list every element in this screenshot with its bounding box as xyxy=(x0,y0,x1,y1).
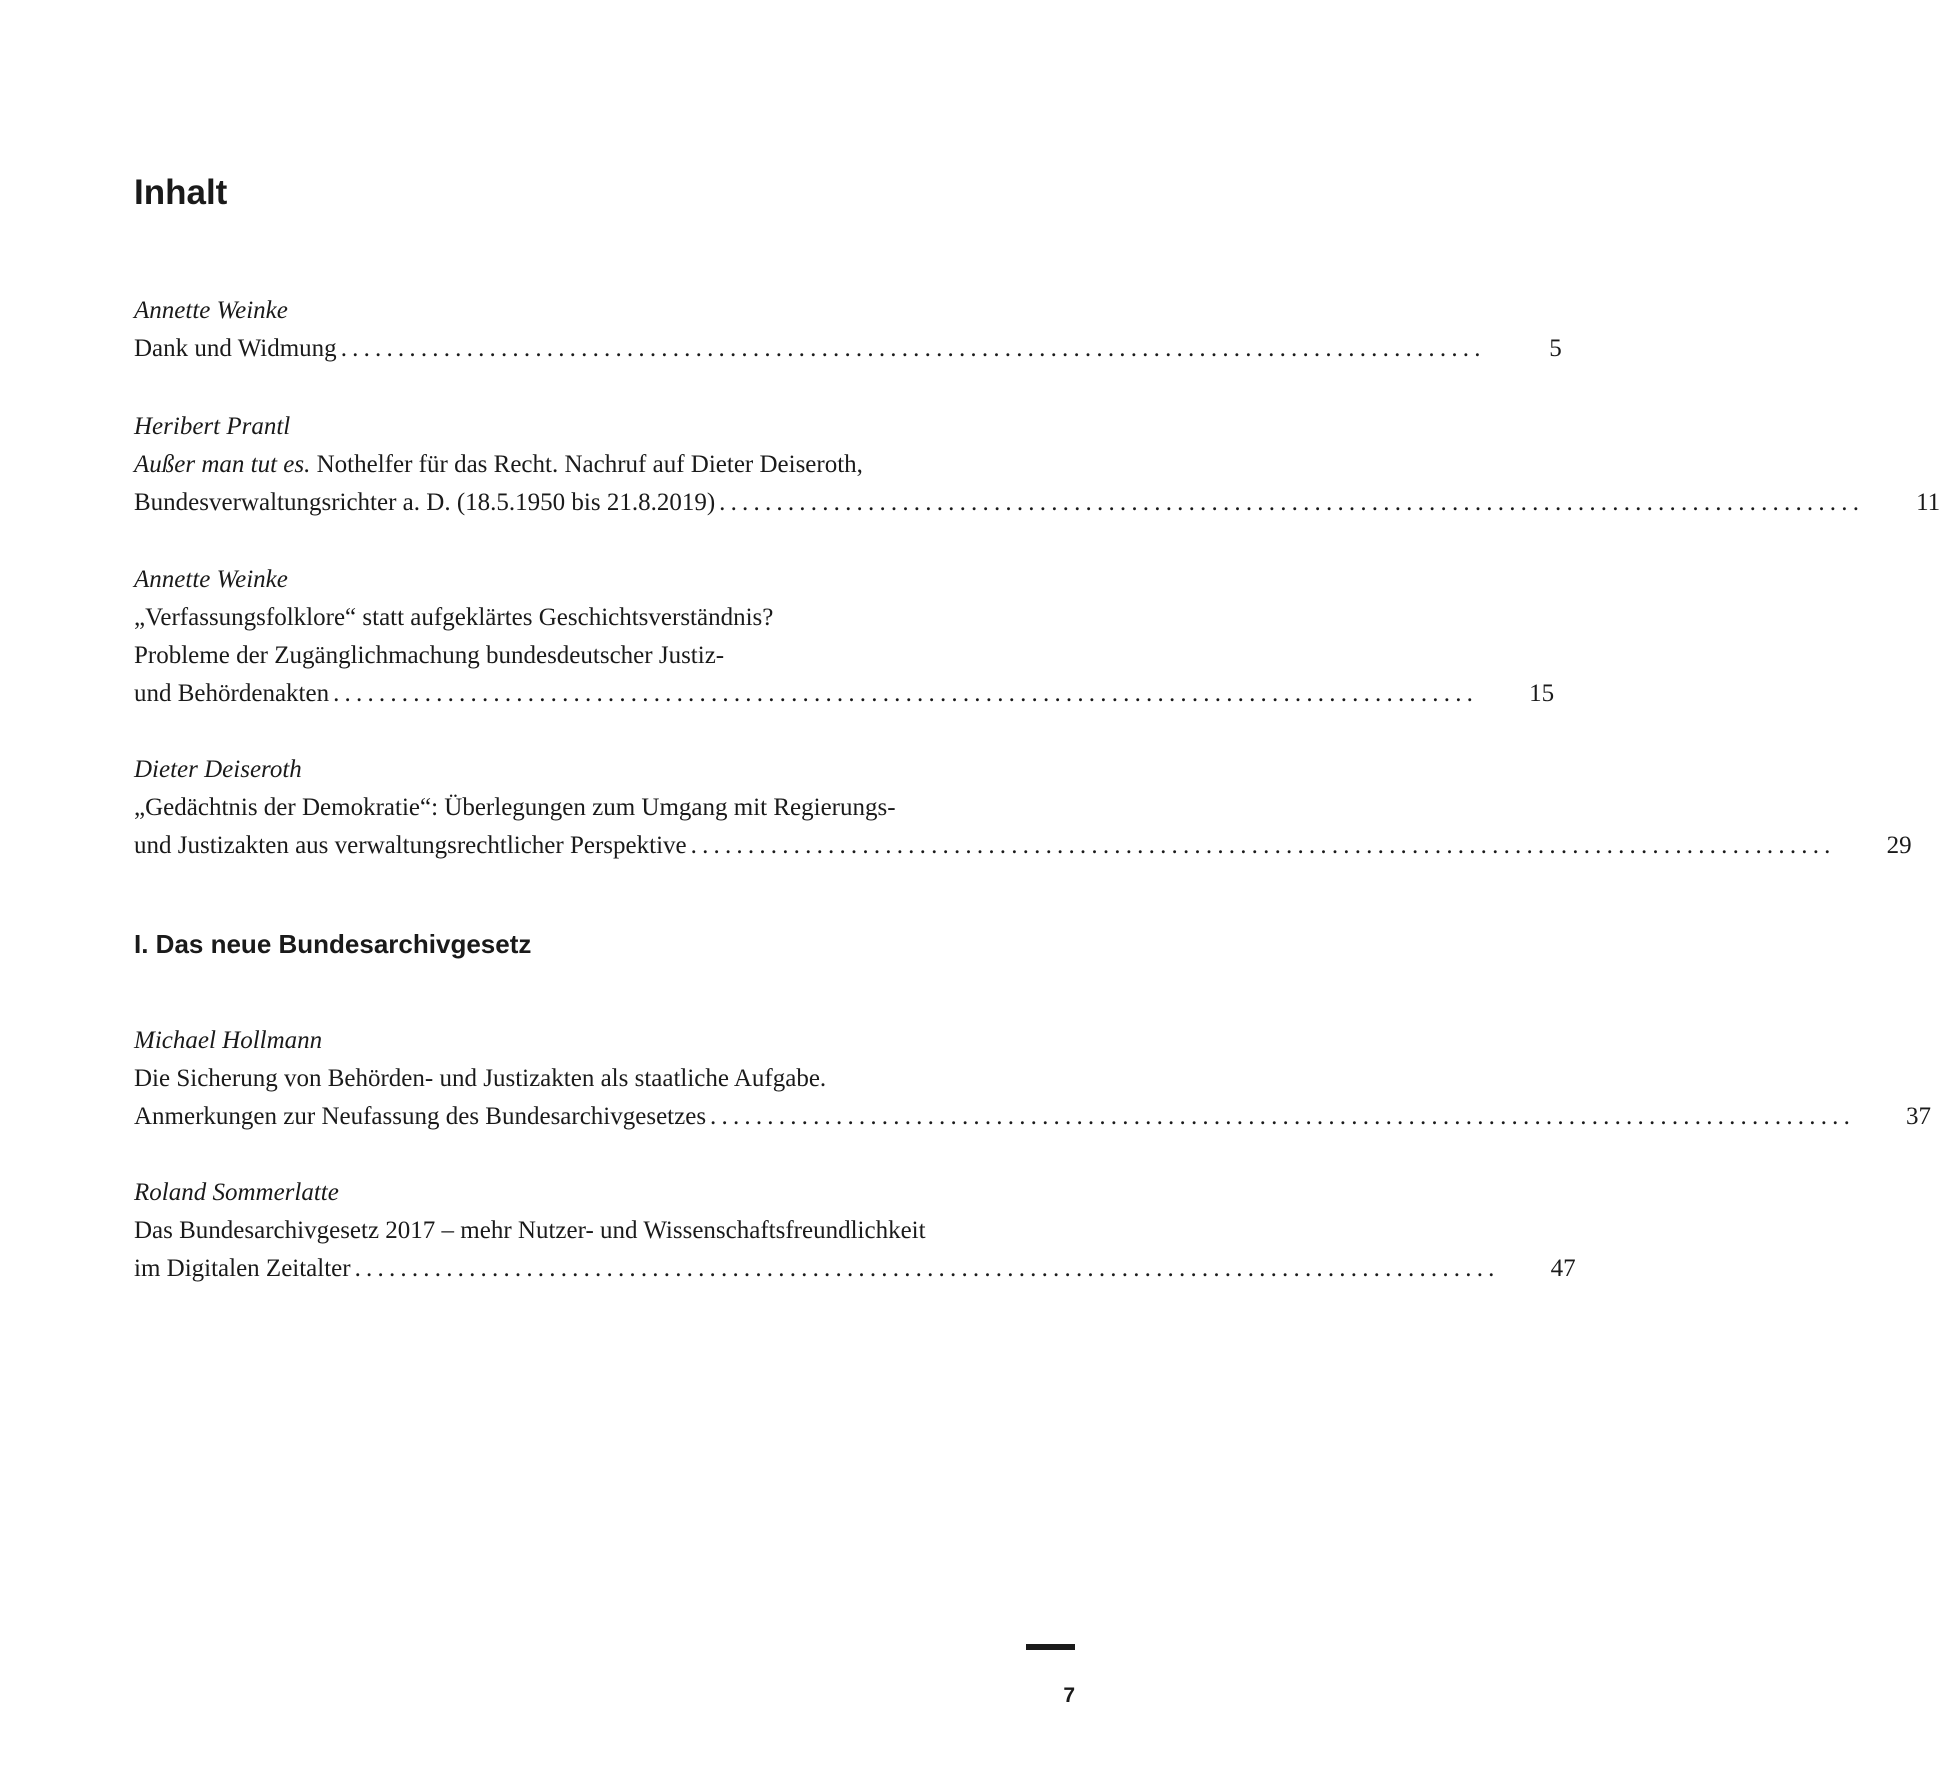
toc-author: Annette Weinke xyxy=(134,297,288,324)
dot-leader: .................................................................................................... xyxy=(690,832,1836,859)
dot-leader: .................................................................................................... xyxy=(710,1103,1856,1130)
toc-author: Michael Hollmann xyxy=(134,1027,323,1054)
toc-title-line: Das Bundesarchivgesetz 2017 – mehr Nutzer- und Wissenschaftsfreundlichkeit xyxy=(134,1217,926,1244)
toc-title-line: „Verfassungsfolklore“ statt aufgeklärtes Geschichtsverständnis? xyxy=(134,604,774,631)
toc-page-number: 11 xyxy=(1916,489,1940,516)
folio-rule xyxy=(1026,1644,1075,1650)
dot-leader: .................................................................................................... xyxy=(354,1255,1500,1282)
dot-leader: .................................................................................................... xyxy=(340,335,1486,362)
page-number: 7 xyxy=(1063,1684,1075,1707)
toc-title-row xyxy=(134,1250,1576,1288)
section-heading: I. Das neue Bundesarchivgesetz xyxy=(134,929,532,959)
toc-entry xyxy=(134,751,1912,865)
toc-author: Roland Sommerlatte xyxy=(134,1179,339,1206)
toc-title-italic: Außer man tut es. xyxy=(134,451,311,478)
toc-title: Anmerkungen zur Neufassung des Bundesarchivgesetzes xyxy=(134,1103,707,1130)
toc-entry xyxy=(134,561,1555,713)
toc-title: Bundesverwaltungsrichter a. D. (18.5.1950 bis 21.8.2019) xyxy=(134,489,716,516)
toc-title: im Digitalen Zeitalter xyxy=(134,1255,351,1282)
toc-title: und Behördenakten xyxy=(134,680,330,707)
dot-leader: .................................................................................................... xyxy=(719,489,1865,516)
toc-title-line xyxy=(134,446,1074,484)
toc-entry xyxy=(134,408,1940,522)
toc-title-row xyxy=(134,675,1555,713)
dot-leader: .................................................................................................... xyxy=(333,680,1479,707)
toc-entry xyxy=(134,1174,1576,1288)
toc-page-number: 37 xyxy=(1906,1103,1932,1130)
toc-title-line: Probleme der Zugänglichmachung bundesdeutscher Justiz- xyxy=(134,642,725,669)
toc-title-line: Die Sicherung von Behörden- und Justizakten als staatliche Aufgabe. xyxy=(134,1065,827,1092)
toc-title-text: Nothelfer für das Recht. Nachruf auf Dieter Deiseroth, xyxy=(310,451,863,478)
toc-title-row xyxy=(134,330,1562,368)
toc-title: und Justizakten aus verwaltungsrechtlicher Perspektive xyxy=(134,832,687,859)
toc-title-row xyxy=(134,484,1940,522)
toc-page-number: 15 xyxy=(1529,680,1555,707)
toc-title-row xyxy=(134,1098,1932,1136)
toc-page-number: 47 xyxy=(1550,1255,1576,1282)
toc-entry xyxy=(134,292,1562,368)
toc-title: Dank und Widmung xyxy=(134,335,337,362)
toc-author: Heribert Prantl xyxy=(134,413,291,440)
toc-page-number: 29 xyxy=(1886,832,1912,859)
toc-title-row xyxy=(134,827,1912,865)
toc-title-line: „Gedächtnis der Demokratie“: Überlegungen zum Umgang mit Regierungs- xyxy=(134,794,896,821)
toc-author: Dieter Deiseroth xyxy=(134,756,302,783)
page-title: Inhalt xyxy=(134,173,228,212)
toc-page-number: 5 xyxy=(1549,335,1562,362)
toc-entry xyxy=(134,1022,1932,1136)
toc-author: Annette Weinke xyxy=(134,566,288,593)
